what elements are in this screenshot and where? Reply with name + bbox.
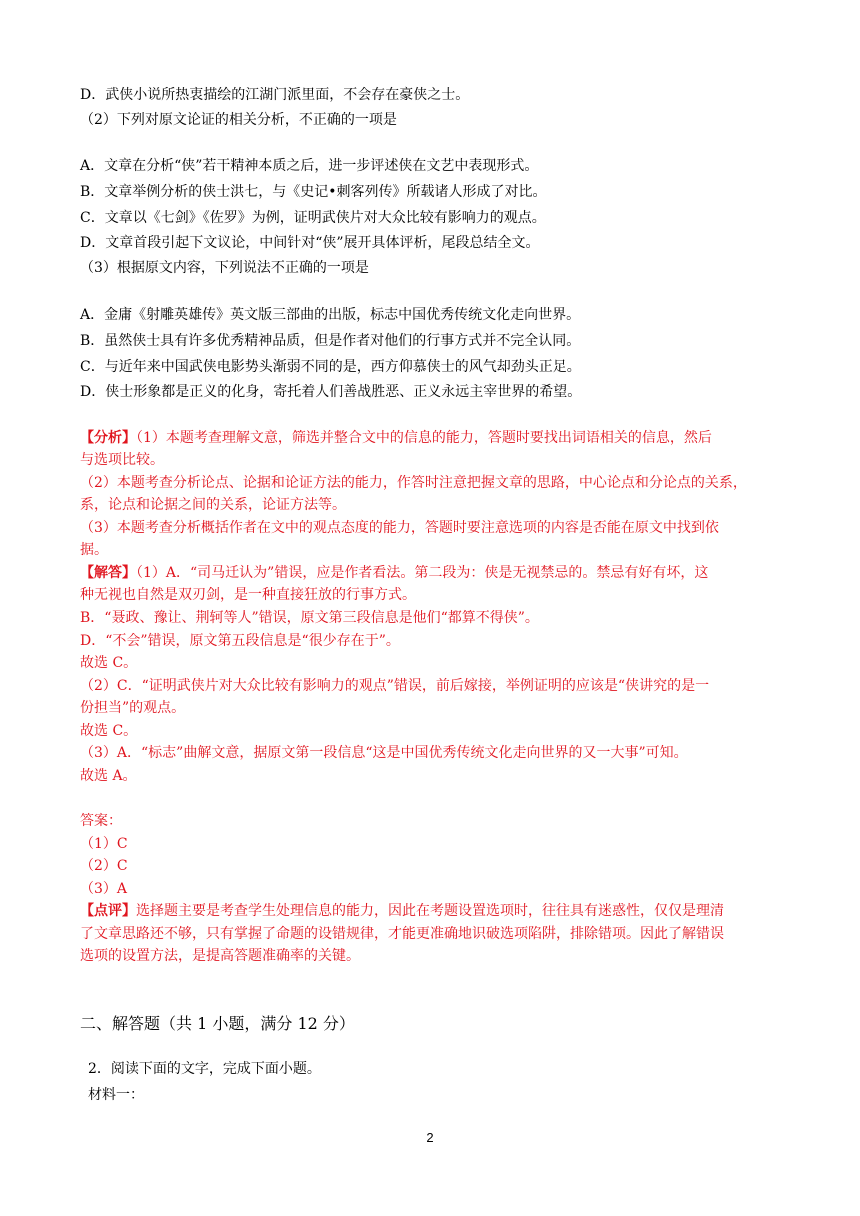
q1-option-d: D．武侠小说所热衷描绘的江湖门派里面，不会存在豪侠之士。	[80, 87, 470, 103]
comment-line-2: 了文章思路还不够，只有掌握了命题的设错规律，才能更准确地识破选项陷阱，排除错项。因此了解错误	[80, 926, 724, 942]
q3-stem: （3）根据原文内容，下列说法不正确的一项是	[80, 260, 369, 276]
q3-option-c: C．与近年来中国武侠电影势头渐弱不同的是，西方仰慕侠士的风气却劲头正足。	[80, 359, 581, 375]
solution-line-9: （3）A．“标志”曲解文意，据原文第一段信息“这是中国优秀传统文化走向世界的又一大事”可知。	[80, 745, 688, 761]
analysis-tag: 【分析】	[80, 430, 136, 446]
q2-option-a: A．文章在分析“侠”若干精神本质之后，进一步评述侠在文艺中表现形式。	[80, 158, 539, 174]
analysis-line-4: 系，论点和论据之间的关系，论证方法等。	[80, 497, 346, 513]
answers-label: 答案：	[80, 813, 122, 829]
analysis-line-2: 与选项比较。	[80, 452, 164, 468]
analysis-line-1: 【分析】（1）本题考查理解文意，筛选并整合文中的信息的能力，答题时要找出词语相关的信息，然后	[80, 430, 712, 446]
solution-line-3: B．“聂政、豫让、荆轲等人”错误，原文第三段信息是他们“都算不得侠”。	[80, 610, 539, 626]
solution-tag: 【解答】	[80, 565, 136, 581]
solution-line-5: 故选 C。	[80, 655, 138, 671]
q2-option-b: B．文章举例分析的侠士洪七，与《史记•刺客列传》所载诸人形成了对比。	[80, 184, 547, 200]
q2-option-d: D．文章首段引起下文议论，中间针对“侠”展开具体评析，尾段总结全文。	[80, 235, 540, 251]
q3-option-d: D．侠士形象都是正义的化身，寄托着人们善战胜恶、正义永远主宰世界的希望。	[80, 384, 582, 400]
solution-line-6: （2）C．“证明武侠片对大众比较有影响力的观点”错误，前后嫁接，举例证明的应该是“侠讲究的是一	[80, 678, 710, 694]
section-heading: 二、解答题（共 1 小题，满分 12 分）	[80, 1014, 355, 1033]
solution-line-10: 故选 A。	[80, 768, 137, 784]
question-2-intro: 2．阅读下面的文字，完成下面小题。	[88, 1061, 321, 1077]
answer-2: （2）C	[80, 858, 128, 874]
analysis-line-3: （2）本题考查分析论点、论据和论证方法的能力，作答时注意把握文章的思路，中心论点和分论点的关系，	[80, 475, 747, 491]
q2-option-c: C．文章以《七剑》《佐罗》为例，证明武侠片对大众比较有影响力的观点。	[80, 210, 546, 226]
comment-line-3: 选项的设置方法，是提高答题准确率的关键。	[80, 948, 360, 964]
solution-line-1: 【解答】（1）A．“司马迁认为”错误，应是作者看法。第二段为：侠是无视禁忌的。禁忌有好有坏，这	[80, 565, 709, 581]
analysis-line-5: （3）本题考查分析概括作者在文中的观点态度的能力，答题时要注意选项的内容是否能在原文中找到依	[80, 520, 719, 536]
material-label: 材料一：	[88, 1087, 144, 1103]
answer-3: （3）A	[80, 881, 128, 897]
q3-option-b: B．虽然侠士具有许多优秀精神品质，但是作者对他们的行事方式并不完全认同。	[80, 333, 581, 349]
q3-option-a: A．金庸《射雕英雄传》英文版三部曲的出版，标志中国优秀传统文化走向世界。	[80, 307, 581, 323]
comment-line-1: 【点评】选择题主要是考查学生处理信息的能力，因此在考题设置选项时，往往具有迷惑性，仅仅是理清	[80, 903, 724, 919]
analysis-line-6: 据。	[80, 542, 108, 558]
page-number: 2	[426, 1130, 434, 1145]
solution-line-2: 种无视也自然是双刃剑，是一种直接狂放的行事方式。	[80, 587, 416, 603]
solution-line-7: 份担当”的观点。	[80, 700, 186, 716]
comment-tag: 【点评】	[80, 903, 136, 919]
answer-1: （1）C	[80, 836, 128, 852]
solution-line-4: D．“不会”错误，原文第五段信息是“很少存在于”。	[80, 633, 400, 649]
solution-line-8: 故选 C。	[80, 723, 138, 739]
q2-stem: （2）下列对原文论证的相关分析，不正确的一项是	[80, 112, 397, 128]
